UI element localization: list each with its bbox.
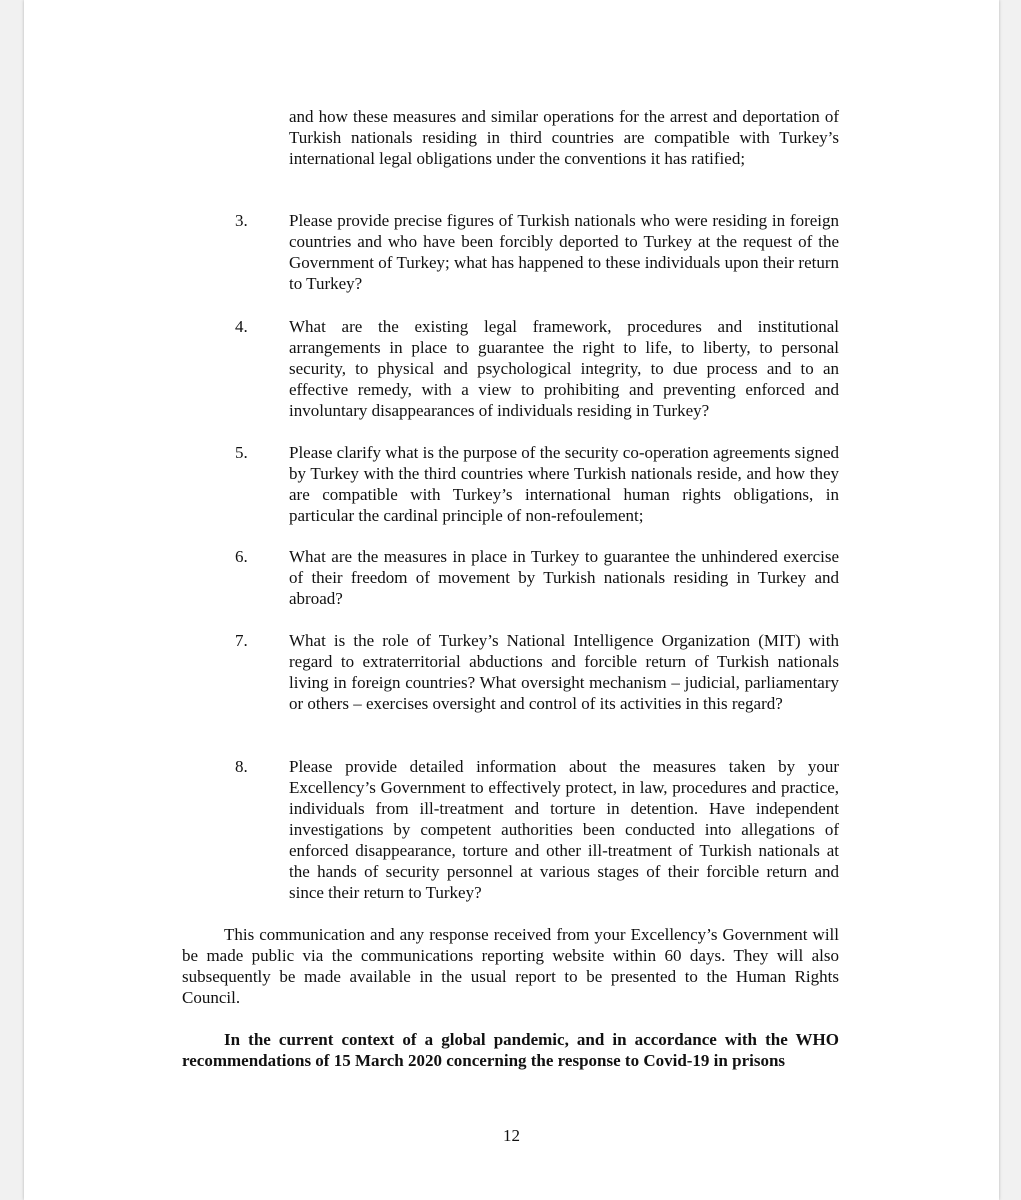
- item-text: What are the measures in place in Turkey to guarantee the unhindered exercise of their freedom of movement by Turkish nationals residing in Turkey and abroad?: [289, 547, 839, 608]
- item-text: Please provide precise figures of Turkish nationals who were residing in foreign countries and who have been forcibly deported to Turkey at the request of the Government of Turkey; what has happened to these individuals upon their return to Turkey?: [289, 211, 839, 293]
- item-number: 7.: [235, 631, 248, 650]
- item-number: 4.: [235, 317, 248, 336]
- item-text: Please provide detailed information about the measures taken by your Excellency’s Government to effectively protect, in law, procedures and practice, individuals from ill-treatment and torture in detention. Have independent investigations by competent authorities been conducted into allegations of enforced disappearance, torture and other ill-treatment of Turkish nationals at the hands of security personnel at various stages of their forcible return and since their return to Turkey?: [289, 757, 839, 902]
- item-number: 8.: [235, 757, 248, 776]
- item-text: Please clarify what is the purpose of the security co-operation agreements signed by Turkey with the third countries where Turkish nationals reside, and how they are compatible with Turkey’s international human rights obligations, in particular the cardinal principle of non-refoulement;: [289, 443, 839, 525]
- continuation-paragraph: and how these measures and similar operations for the arrest and deportation of Turkish nationals residing in third countries are compatible with Turkey’s international legal obligations under the conventions it has ratified;: [289, 107, 839, 168]
- document-page: [24, 0, 999, 1200]
- item-text: What are the existing legal framework, procedures and institutional arrangements in place to guarantee the right to life, to liberty, to personal security, to physical and psychological integrity, to due process and to an effective remedy, with a view to prohibiting and preventing enforced and involuntary disappearances of individuals residing in Turkey?: [289, 317, 839, 420]
- item-text: What is the role of Turkey’s National Intelligence Organization (MIT) with regard to extraterritorial abductions and forcible return of Turkish nationals living in foreign countries? What oversight mechanism – judicial, parliamentary or others – exercises oversight and control of its activities in this regard?: [289, 631, 839, 713]
- item-number: 5.: [235, 443, 248, 462]
- item-number: 3.: [235, 211, 248, 230]
- page-number: 12: [503, 1126, 520, 1145]
- communication-paragraph: This communication and any response received from your Excellency’s Government will be made public via the communications reporting website within 60 days. They will also subsequently be made available in the usual report to be presented to the Human Rights Council.: [182, 925, 839, 1007]
- item-number: 6.: [235, 547, 248, 566]
- pandemic-paragraph: In the current context of a global pandemic, and in accordance with the WHO recommendations of 15 March 2020 concerning the response to Covid-19 in prisons: [182, 1030, 839, 1070]
